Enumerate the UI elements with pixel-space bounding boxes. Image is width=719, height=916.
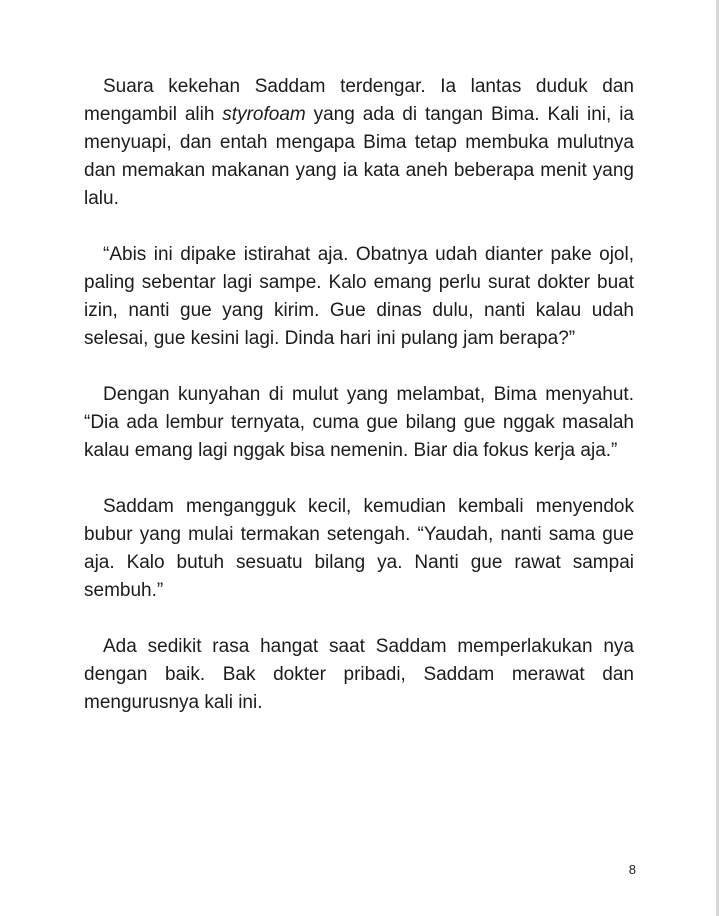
paragraph-1 [84,73,634,213]
paragraph-2: “Abis ini dipake istirahat aja. Obatnya udah dianter pake ojol, paling sebentar lagi sampe. Kalo emang perlu surat dokter buat izin, nanti gue yang kirim. Gue dinas dulu, nanti kalau udah selesai, gue kesini lagi. Dinda hari ini pulang jam berapa?” [84,244,634,349]
paragraph-1-text-end: yang ada di tangan Bima. Kali ini, ia menyuapi, dan entah mengapa Bima tetap membuka mulutnya dan memakan makanan yang ia kata aneh beberapa menit yang lalu. [84,104,634,209]
paragraph-3: Dengan kunyahan di mulut yang melambat, Bima menyahut. “Dia ada lembur ternyata, cuma gue bilang gue nggak masalah kalau emang lagi nggak bisa nemenin. Biar dia fokus kerja aja.” [84,384,634,461]
paragraph-1-italic-word: styrofoam [222,104,306,125]
page-body [84,73,634,717]
page-number: 8 [628,862,636,877]
paragraph-1-text-start: Suara kekehan Saddam terdengar. Ia lantas duduk dan mengambil alih [84,76,634,125]
paragraph-4: Saddam mengangguk kecil, kemudian kembali menyendok bubur yang mulai termakan setengah. “Yaudah, nanti sama gue aja. Kalo butuh sesuatu bilang ya. Nanti gue rawat sampai sembuh.” [84,496,634,601]
paragraph-5: Ada sedikit rasa hangat saat Saddam memperlakukan nya dengan baik. Bak dokter pribadi, Saddam merawat dan mengurusnya kali ini. [84,636,634,713]
